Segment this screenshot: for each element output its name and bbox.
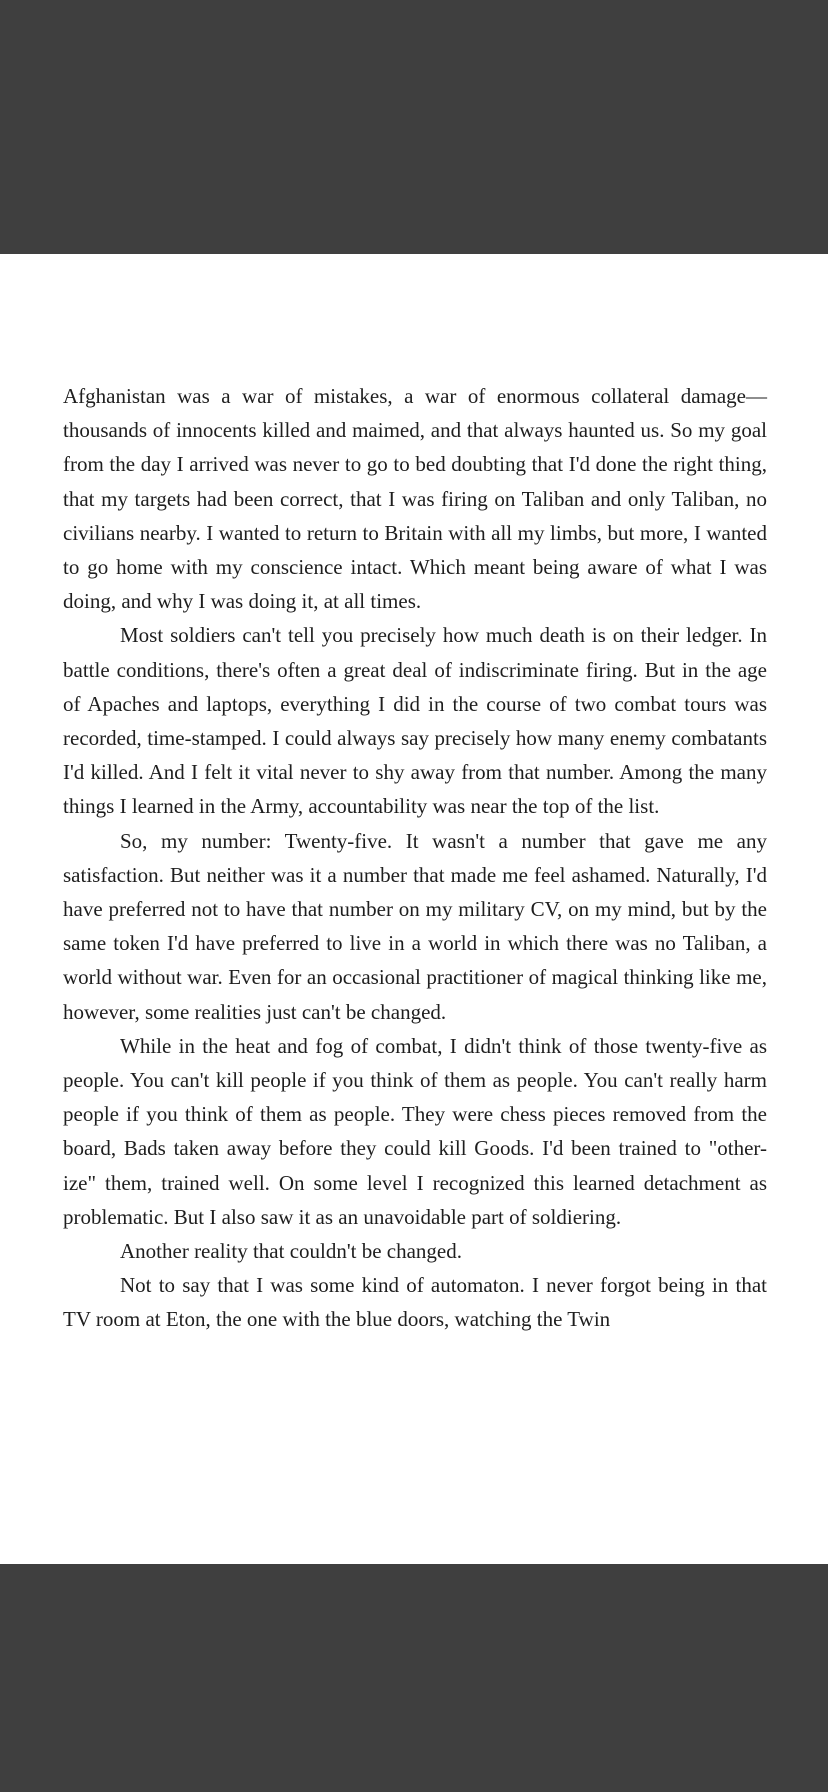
paragraph-2: Most soldiers can't tell you precisely how much death is on their ledger. In battle conditions, there's often a great deal of indiscriminate firing. But in the age of Apaches and laptops, everything I did in the course of two combat tours was recorded, time-stamped. I could always say precisely how many enemy combatants I'd killed. And I felt it vital never to shy away from that number. Among the many things I learned in the Army, accountability was near the top of the list.	[63, 623, 767, 819]
page-text	[63, 379, 767, 1337]
paragraph-4: While in the heat and fog of combat, I didn't think of those twenty-five as people. You can't kill people if you think of them as people. You can't really harm people if you think of them as people. They were chess pieces removed from the board, Bads taken away before they could kill Goods. I'd been trained to "other-ize" them, trained well. On some level I recognized this learned detachment as problematic. But I also saw it as an unavoidable part of soldiering.	[63, 1033, 767, 1229]
book-page[interactable]	[0, 254, 828, 1564]
paragraph-6: Not to say that I was some kind of automaton. I never forgot being in that TV room at Eton, the one with the blue doors, watching the Twin	[63, 1273, 767, 1332]
paragraph-3: So, my number: Twenty-five. It wasn't a number that gave me any satisfaction. But neither was it a number that made me feel ashamed. Naturally, I'd have preferred not to have that number on my military CV, on my mind, but by the same token I'd have preferred to live in a world in which there was no Taliban, a world without war. Even for an occasional practitioner of magical thinking like me, however, some realities just can't be changed.	[63, 828, 767, 1024]
paragraph-1: Afghanistan was a war of mistakes, a war of enormous collateral damage—thousands of innocents killed and maimed, and that always haunted us. So my goal from the day I arrived was never to go to bed doubting that I'd done the right thing, that my targets had been correct, that I was firing on Taliban and only Taliban, no civilians nearby. I wanted to return to Britain with all my limbs, but more, I wanted to go home with my conscience intact. Which meant being aware of what I was doing, and why I was doing it, at all times.	[63, 384, 767, 614]
bottom-margin-bar	[0, 1564, 828, 1792]
top-margin-bar	[0, 0, 828, 254]
paragraph-5: Another reality that couldn't be changed.	[120, 1239, 462, 1264]
